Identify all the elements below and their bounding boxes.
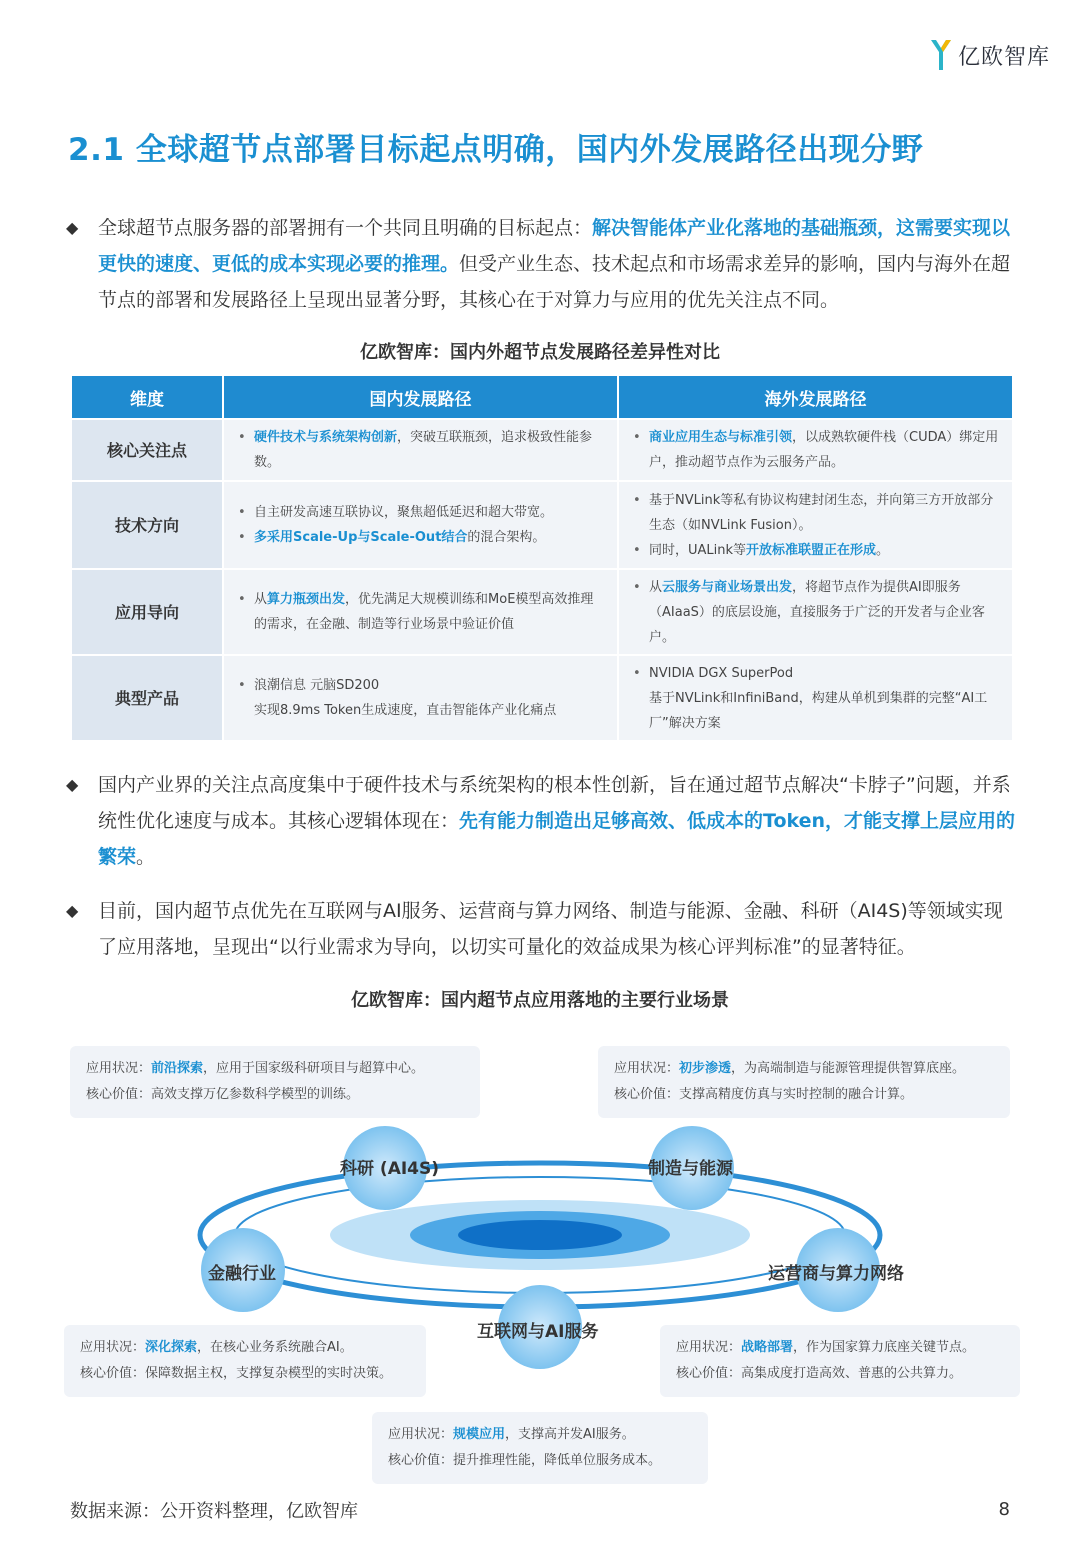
cell-text: • 浪潮信息 元脑SD200: [236, 673, 605, 698]
node-carrier-label: 运营商与算力网络: [768, 1264, 904, 1284]
value-label: 核心价值：: [614, 1087, 680, 1102]
finance-info-box: [64, 1325, 426, 1397]
paragraph-2-highlight: 先有能力制造出足够高效、低成本的Token，才能支撑上层应用的繁荣: [98, 810, 1016, 868]
value-label: 核心价值：: [676, 1366, 742, 1381]
row-dimension: 应用导向: [72, 570, 222, 654]
row-dimension: 技术方向: [72, 482, 222, 568]
value-text: 支撑高精度仿真与实时控制的融合计算。: [679, 1087, 914, 1102]
paragraph-2-text: [66, 767, 1016, 875]
intro-highlight: 解决智能体产业化落地的基础瓶颈，这需要实现以更快的速度、更低的成本实现必要的推理。: [98, 217, 1011, 275]
cell-text: ，突破互联瓶颈，追求极致性能参数。: [254, 430, 593, 470]
diagram-caption: 亿欧智库：国内超节点应用落地的主要行业场景: [351, 990, 729, 1011]
cell-text: 同时，UALink等: [649, 542, 747, 558]
node-internet-label: 互联网与AI服务: [477, 1322, 599, 1342]
table-row: [72, 482, 1012, 568]
status-highlight: 战略部署: [741, 1340, 794, 1355]
cell-highlight: 云服务与商业场景出发: [662, 579, 793, 595]
status-text: ，在核心业务系统融合AI。: [197, 1340, 353, 1355]
cell-highlight: 多采用Scale-Up与Scale-Out结合: [254, 530, 468, 545]
table-caption: 亿欧智库：国内外超节点发展路径差异性对比: [360, 342, 720, 363]
cell-highlight: 算力瓶颈出发: [267, 592, 346, 607]
value-text: 保障数据主权，支撑复杂模型的实时决策。: [145, 1366, 393, 1381]
paragraph-2-pre: 国内产业界的关注点高度集中于硬件技术与系统架构的根本性创新，旨在通过超节点解决“卡脖子”问题，并系统性优化速度与成本。其核心逻辑体现在：: [98, 774, 1011, 832]
status-text: ，为高端制造与能源管理提供智算底座。: [731, 1061, 966, 1076]
carrier-info-box: [660, 1325, 1020, 1397]
status-highlight: 深化探索: [145, 1340, 198, 1355]
row-dimension: 核心关注点: [72, 420, 222, 480]
intro-text: [66, 210, 1016, 318]
status-label: 应用状况：: [86, 1061, 152, 1076]
status-highlight: 初步渗透: [679, 1061, 732, 1076]
node-manufacturing-label: 制造与能源: [648, 1159, 733, 1179]
status-text: ，作为国家算力底座关键节点。: [793, 1340, 976, 1355]
core-inner: [458, 1220, 622, 1250]
cell-text: 实现8.9ms Token生成速度，直击智能体产业化痛点: [254, 703, 557, 718]
logo-mark-icon: [930, 38, 952, 72]
status-label: 应用状况：: [614, 1061, 680, 1076]
status-label: 应用状况：: [388, 1427, 454, 1442]
cell-text: ，将超节点作为提供AI即服务（AIaaS）的底层设施，直接服务于广泛的开发者与企业客户。: [649, 579, 985, 645]
manufacturing-info-box: [598, 1046, 1010, 1118]
cell-text: 从: [649, 579, 663, 595]
node-finance-label: 金融行业: [208, 1264, 276, 1284]
cell-text: • 基于NVLink等私有协议构建封闭生态，并向第三方开放部分生态（如NVLink Fusion）。: [631, 488, 1000, 538]
intro-paragraph: [66, 210, 1016, 318]
value-text: 高集成度打造高效、普惠的公共算力。: [741, 1366, 963, 1381]
page-title: 2.1 全球超节点部署目标起点明确，国内外发展路径出现分野: [68, 132, 924, 168]
table-row: [72, 570, 1012, 654]
diamond-bullet-icon: ◆: [66, 775, 79, 794]
status-label: 应用状况：: [80, 1340, 146, 1355]
header-overseas: 海外发展路径: [619, 376, 1012, 418]
comparison-table: [70, 374, 1014, 742]
status-highlight: 规模应用: [453, 1427, 506, 1442]
paragraph-3-text: 目前，国内超节点优先在互联网与AI服务、运营商与算力网络、制造与能源、金融、科研（AI4S)等领域实现了应用落地，呈现出“以行业需求为导向，以切实可量化的效益成果为核心评判标准”的显著特征。: [98, 900, 1003, 958]
value-label: 核心价值：: [388, 1453, 454, 1468]
status-highlight: 前沿探索: [151, 1061, 204, 1076]
value-label: 核心价值：: [86, 1087, 152, 1102]
intro-text-pre: 全球超节点服务器的部署拥有一个共同且明确的目标起点：: [98, 217, 593, 239]
cell-domestic: [224, 656, 617, 740]
cell-overseas: [619, 420, 1012, 480]
cell-domestic: [224, 570, 617, 654]
status-text: ，应用于国家级科研项目与超算中心。: [203, 1061, 425, 1076]
table-row: [72, 420, 1012, 480]
value-label: 核心价值：: [80, 1366, 146, 1381]
value-text: 高效支撑万亿参数科学模型的训练。: [151, 1087, 360, 1102]
brand-logo: [930, 38, 1050, 72]
cell-text: • NVIDIA DGX SuperPod: [631, 661, 1000, 686]
cell-overseas: [619, 482, 1012, 568]
cell-highlight: 商业应用生态与标准引领: [649, 430, 793, 445]
diamond-bullet-icon: ◆: [66, 218, 79, 237]
cell-text: • 自主研发高速互联协议，聚焦超低延迟和超大带宽。: [236, 500, 605, 525]
cell-text: ，以成熟软硬件栈（CUDA）绑定用户，推动超节点作为云服务产品。: [649, 430, 999, 470]
logo-text: 亿欧智库: [957, 44, 1050, 70]
status-text: ，支撑高并发AI服务。: [505, 1427, 635, 1442]
header-domestic: 国内发展路径: [224, 376, 617, 418]
cell-overseas: [619, 656, 1012, 740]
research-info-box: [70, 1046, 480, 1118]
cell-domestic: [224, 420, 617, 480]
page-number: 8: [998, 1499, 1010, 1520]
cell-overseas: [619, 570, 1012, 654]
cell-highlight: 硬件技术与系统架构创新: [254, 430, 398, 445]
cell-highlight: 开放标准联盟正在形成: [746, 542, 877, 558]
cell-text: 。: [876, 542, 890, 558]
data-source: 数据来源：公开资料整理，亿欧智库: [70, 1501, 358, 1522]
intro-text-post: 但受产业生态、技术起点和市场需求差异的影响，国内与海外在超节点的部署和发展路径上呈现出显著分野，其核心在于对算力与应用的优先关注点不同。: [98, 253, 1011, 311]
value-text: 提升推理性能，降低单位服务成本。: [453, 1453, 662, 1468]
diamond-bullet-icon: ◆: [66, 901, 79, 920]
paragraph-2: [66, 767, 1016, 875]
node-research-label: 科研 (AI4S): [340, 1159, 440, 1179]
status-label: 应用状况：: [676, 1340, 742, 1355]
internet-info-box: [372, 1412, 708, 1484]
table-row: [72, 656, 1012, 740]
table-header-row: [72, 376, 1012, 418]
paragraph-3: [66, 893, 1016, 965]
row-dimension: 典型产品: [72, 656, 222, 740]
cell-domestic: [224, 482, 617, 568]
paragraph-2-post: 。: [136, 846, 156, 868]
header-dimension: 维度: [72, 376, 222, 418]
cell-text: ，优先满足大规模训练和MoE模型高效推理的需求，在金融、制造等行业场景中验证价值: [254, 592, 594, 632]
cell-text: 从: [254, 592, 268, 607]
cell-text: 的混合架构。: [467, 530, 546, 545]
cell-text: 基于NVLink和InfiniBand，构建从单机到集群的完整“AI工厂”解决方案: [649, 690, 988, 731]
